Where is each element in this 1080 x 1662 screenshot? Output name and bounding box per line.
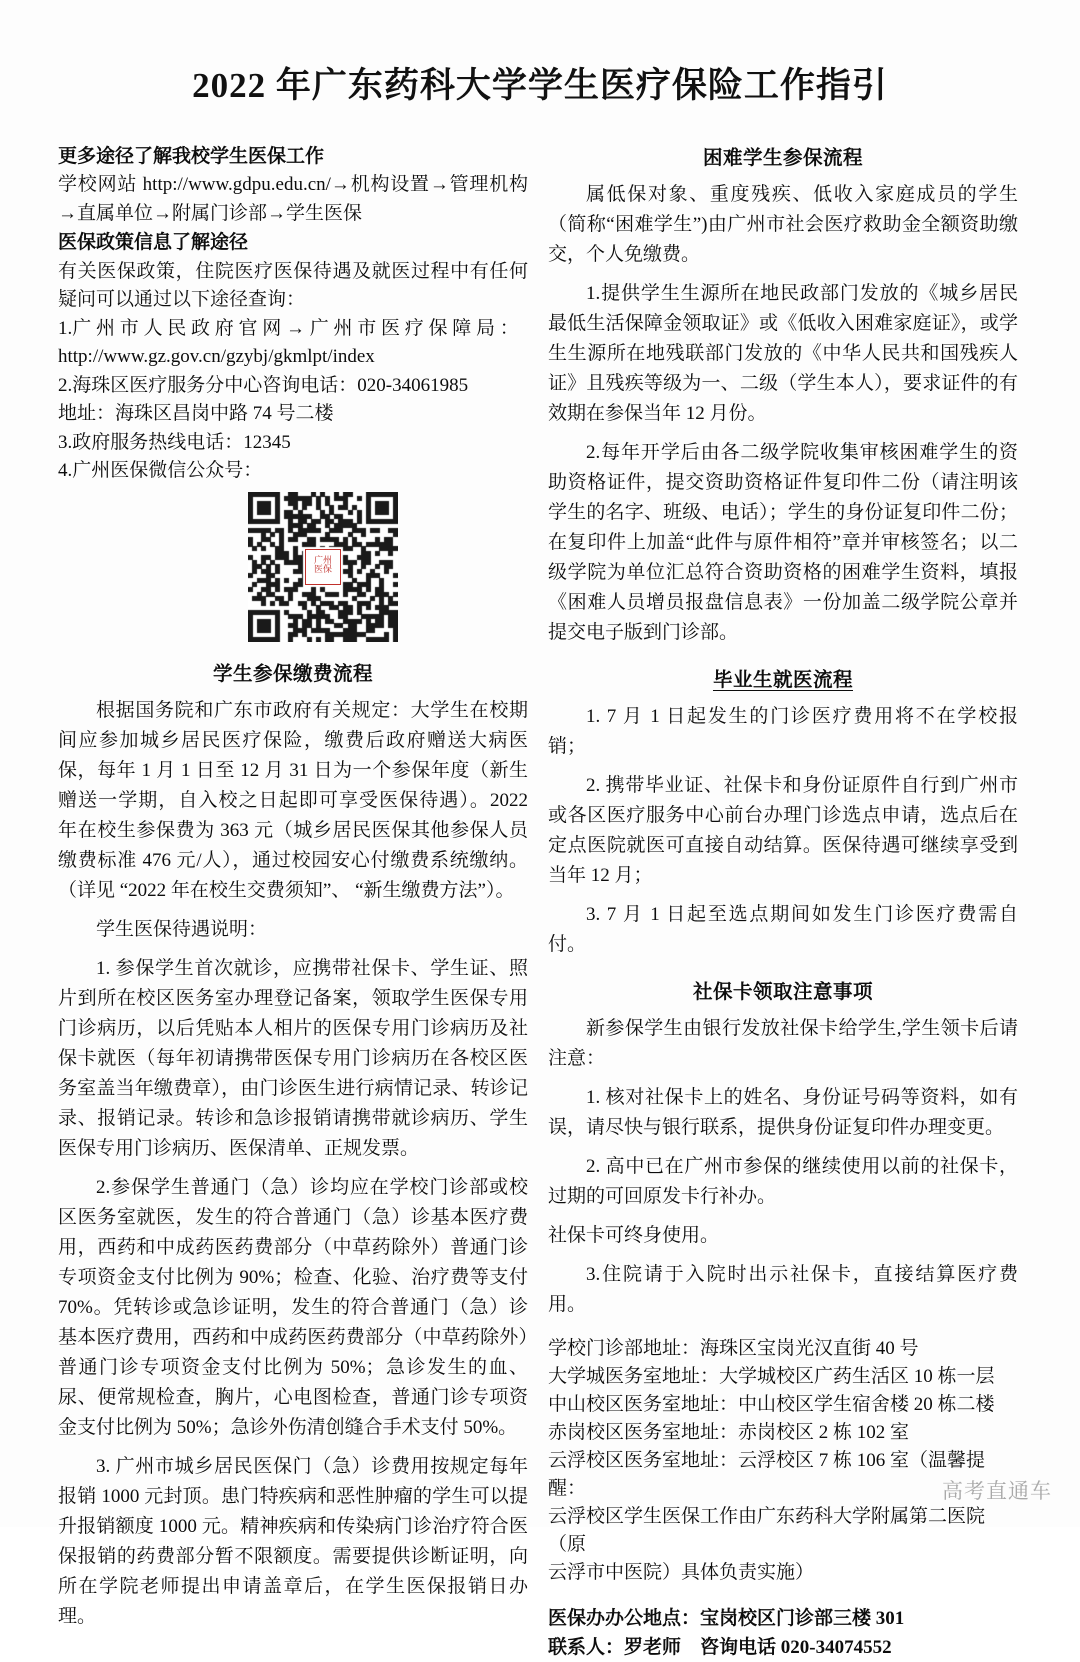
difficult-paragraph-2: 1.提供学生生源所在地民政部门发放的《城乡居民最低生活保障金领取证》或《低收入困难家庭证》，或学生生源所在地残联部门发放的《中华人民共和国残疾人证》且残疾等级为一、二级（学生本人），要求证件的有效期在参保当年 12 月份。 (548, 283, 1018, 425)
address-list (548, 1335, 1018, 1588)
qr-logo-line-1: 广州 (313, 554, 332, 565)
address-line: 大学城医务室地址：大学城校区广药生活区 10 栋一层 (548, 1365, 995, 1387)
qr-logo-line-2: 医保 (313, 564, 332, 575)
intro-line-1: 学校网站 http://www.gdpu.edu.cn/→机构设置→管理机构→直属单位→附属门诊部→学生医保 (58, 174, 528, 224)
section-heading-social-card: 社保卡领取注意事项 (692, 981, 873, 1004)
address-line: 云浮市中医院）具体负责实施） (548, 1562, 815, 1584)
intro-item-1 (58, 315, 528, 344)
address-line: 云浮校区学生医保工作由广东药科大学附属第二医院（原 (548, 1506, 986, 1556)
contact-block (548, 1605, 1018, 1661)
card-paragraph-4: 社保卡可终身使用。 (548, 1225, 720, 1247)
intro-item-4: 4.广州医保微信公众号： (58, 460, 263, 482)
intro-heading-1: 更多途径了解我校学生医保工作 (58, 146, 325, 167)
address-line: 学校门诊部地址：海珠区宝岗光汉直街 40 号 (548, 1337, 919, 1359)
payment-paragraph-3: 1. 参保学生首次就诊，应携带社保卡、学生证、照片到所在校区医务室办理登记备案，领取学生医保专用门诊病历，以后凭贴本人相片的医保专用门诊病历及社保卡就医（每年初请携带医保专用门诊病历在各校区医务室盖当年缴费章），由门诊医生进行病情记录、转诊记录、报销记录。转诊和急诊报销请携带就诊病历、学生医保专用门诊病历、医保清单、正规发票。 (58, 958, 528, 1160)
payment-paragraph-2: 学生医保待遇说明： (96, 918, 268, 940)
address-line: 赤岗校区医务室地址：赤岗校区 2 栋 102 室 (548, 1421, 910, 1443)
card-paragraph-2: 1. 核对社保卡上的姓名、身份证号码等资料，如有误，请尽快与银行联系，提供身份证复印件办理变更。 (548, 1087, 1018, 1139)
card-paragraph-3: 2. 高中已在广州市参保的继续使用以前的社保卡，过期的可回原发卡行补办。 (548, 1156, 1018, 1208)
address-line: 云浮校区医务室地址：云浮校区 7 栋 106 室（温馨提醒： (548, 1449, 986, 1500)
section-heading-difficult-students: 困难学生参保流程 (702, 147, 863, 169)
intro-item-3: 3.政府服务热线电话：12345 (58, 431, 291, 453)
intro-item-2-address: 地址：海珠区昌岗中路 74 号二楼 (58, 403, 334, 425)
section-heading-payment: 学生参保缴费流程 (212, 662, 373, 685)
intro-item-1-text: 广 州 市 人 民 政 府 官 网 → 广 州 市 医 疗 保 障 局 ： (72, 317, 519, 339)
card-paragraph-1: 新参保学生由银行发放社保卡给学生,学生领卡后请注意： (548, 1018, 1018, 1070)
wechat-qr-code[interactable] (248, 492, 398, 642)
intro-item-2: 2.海珠区医疗服务分中心咨询电话：020-34061985 (58, 374, 469, 396)
difficult-paragraph-3: 2.每年开学后由各二级学院收集审核困难学生的资助资格证件，提交资助资格证件复印件二份（请注明该学生的名字、班级、电话）；学生的身份证复印件二份；在复印件上加盖“此件与原件相符”章并审核签名；以二级学院为单位汇总符合资助资格的困难学生资料，填报《困难人员增员报盘信息表》一份加盖二级学院公章并提交电子版到门诊部。 (548, 442, 1018, 644)
intro-heading-2: 医保政策信息了解途径 (58, 232, 249, 254)
payment-paragraph-4: 2.参保学生普通门（急）诊均应在学校门诊部或校区医务室就医，发生的符合普通门（急）诊基本医疗费用，西药和中成药医药费部分（中草药除外）普通门诊专项资金支付比例为 90%；检查、化验、治疗费等支付 70%。凭转诊或急诊证明，发生的符合普通门（急）诊基本医疗费用，西药和中成药医药费部分（中草药除外）普通门诊专项资金支付比例为 50%；急诊发生的血、尿、便常规检查，胸片，心电图检查，普通门诊专项资金支付比例为 50%；急诊外伤清创缝合手术支付 50%。 (58, 1177, 528, 1439)
right-column (548, 142, 1018, 1662)
left-column (58, 142, 528, 1632)
section-heading-graduate: 毕业生就医流程 (712, 669, 853, 692)
address-line: 中山校区医务室地址：中山校区学生宿舍楼 20 栋二楼 (548, 1393, 995, 1415)
difficult-paragraph-1: 属低保对象、重度残疾、低收入家庭成员的学生（简称“困难学生”)由广州市社会医疗救助金全额资助缴交，个人免缴费。 (548, 184, 1018, 266)
card-paragraph-5: 3.住院请于入院时出示社保卡，直接结算医疗费用。 (548, 1264, 1018, 1316)
graduate-paragraph-3: 3. 7 月 1 日起至选点期间如发生门诊医疗费需自付。 (548, 904, 1018, 956)
contact-person: 联系人：罗老师 咨询电话 020-34074552 (548, 1636, 892, 1658)
payment-paragraph-1: 根据国务院和广东市政府有关规定：大学生在校期间应参加城乡居民医疗保险，缴费后政府赠送大病医保，每年 1 月 1 日至 12 月 31 日为一个参保年度（新生赠送一学期，自入校之日起即可享受医保待遇）。2022 年在校生参保费为 363 元（城乡居民医保其他参保人员缴费标准 476 元/人），通过校园安心付缴费系统缴纳。（详见 “2022 年在校生交费须知”、 “新生缴费方法”）。 (58, 699, 528, 901)
intro-item-1-url[interactable]: http://www.gz.gov.cn/gzybj/gkmlpt/index (58, 346, 375, 368)
watermark: 高考直通车 (942, 1480, 1052, 1503)
page-title: 2022 年广东药科大学学生医疗保险工作指引 (192, 66, 888, 105)
payment-paragraph-5: 3. 广州市城乡居民医保门（急）诊费用按规定每年报销 1000 元封顶。患门特疾病和恶性肿瘤的学生可以提升报销额度 1000 元。精神疾病和传染病门诊治疗符合医保报销的药费部分暂不限额度。需要提供诊断证明，向所在学院老师提出申请盖章后，在学生医保报销日办理。 (58, 1456, 528, 1628)
graduate-paragraph-1: 1. 7 月 1 日起发生的门诊医疗费用将不在学校报销； (548, 706, 1018, 758)
intro-item-1-label: 1. (58, 317, 73, 339)
qr-center-logo (305, 549, 341, 585)
contact-office: 医保办办公地点：宝岗校区门诊部三楼 301 (548, 1608, 905, 1630)
graduate-paragraph-2: 2. 携带毕业证、社保卡和身份证原件自行到广州市或各区医疗服务中心前台办理门诊选点申请，选点后在定点医院就医可直接自动结算。医保待遇可继续享受到当年 12 月； (548, 775, 1018, 887)
intro-line-2: 有关医保政策，住院医疗医保待遇及就医过程中有任何疑问可以通过以下途径查询： (58, 260, 528, 311)
